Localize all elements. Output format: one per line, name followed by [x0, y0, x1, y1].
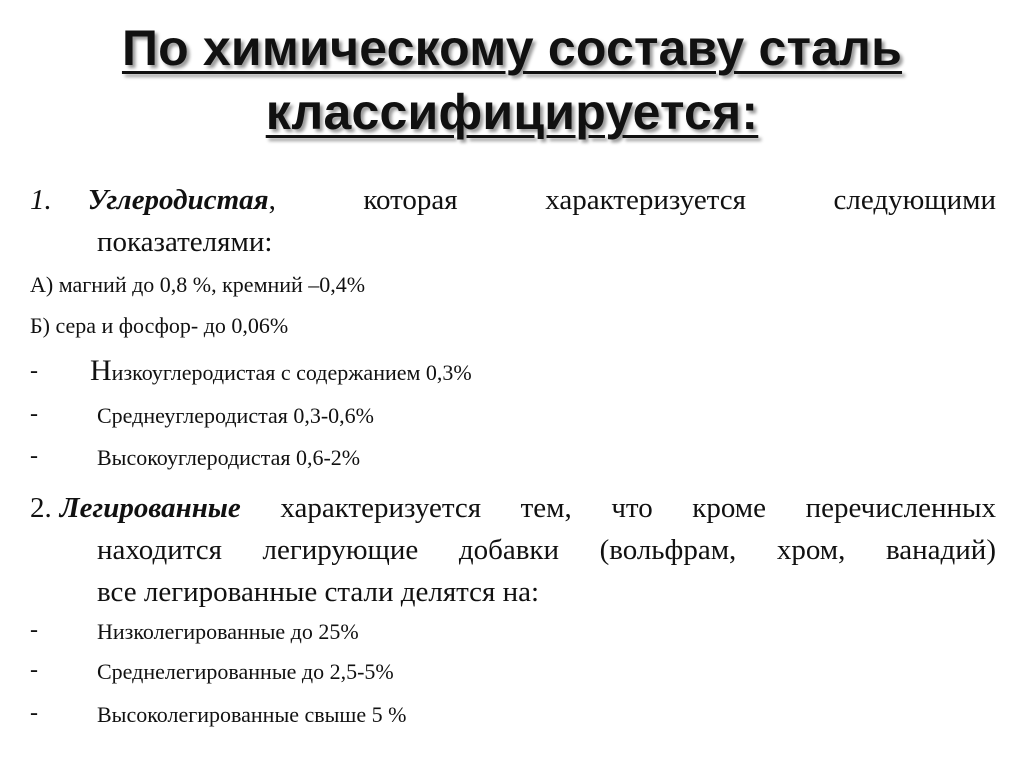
section-2-word: ванадий): [885, 534, 996, 566]
list-item-high-carbon: Высокоуглеродистая 0,6-2%: [97, 445, 361, 470]
section-2-word: находится: [97, 534, 222, 566]
list-item-medium-alloy: Среднелегированные до 2,5-5%: [97, 659, 394, 684]
list-dash: -: [30, 700, 38, 726]
list-dash: -: [30, 657, 38, 683]
list-item-medium-carbon: Среднеуглеродистая 0,3-0,6%: [97, 403, 374, 428]
list-dash: -: [30, 401, 38, 427]
section-2-word: перечисленных: [805, 492, 996, 524]
section-2-number: 2.: [30, 492, 52, 524]
slide-title-line-1: По химическому составу сталь: [121, 20, 903, 76]
low-carbon-initial: Н: [90, 354, 112, 387]
section-2-word: что: [611, 492, 653, 524]
section-2-word: хром,: [776, 534, 846, 566]
section-2-term: Легированные: [59, 492, 241, 524]
list-dash: -: [30, 443, 38, 469]
section-2-word: кроме: [692, 492, 767, 524]
slide-title: [0, 16, 1024, 144]
section-2-word: добавки: [458, 534, 560, 566]
section-1-comma: ,: [268, 184, 276, 216]
list-item-low-carbon: [90, 356, 472, 388]
section-2-word: тем,: [520, 492, 572, 524]
section-2-heading-line-3: все легированные стали делятся на:: [97, 576, 540, 608]
section-2-heading-line-2: [97, 530, 996, 570]
item-b: Б) сера и фосфор- до 0,06%: [30, 313, 289, 338]
list-item-low-alloy: Низколегированные до 25%: [97, 619, 359, 644]
section-1-heading-line: [30, 180, 996, 220]
section-1-lead: [30, 180, 276, 220]
section-1-word: следующими: [833, 184, 996, 216]
section-1-word: характеризуется: [545, 184, 746, 216]
section-1-term: Углеродистая: [87, 184, 269, 216]
low-carbon-text: изкоуглеродистая с содержанием 0,3%: [111, 360, 472, 385]
section-2-word: (вольфрам,: [599, 534, 737, 566]
section-2-lead: [30, 488, 241, 528]
list-item-high-alloy: Высоколегированные свыше 5 %: [97, 702, 407, 727]
slide-title-line-2: классифицируется:: [265, 84, 759, 140]
section-1-number: 1.: [30, 184, 52, 216]
section-1-word: которая: [363, 184, 458, 216]
section-1-heading-continuation: показателями:: [97, 226, 273, 258]
list-dash: -: [30, 358, 38, 384]
section-2-word: легирующие: [262, 534, 419, 566]
item-a: А) магний до 0,8 %, кремний –0,4%: [30, 272, 366, 297]
list-dash: -: [30, 617, 38, 643]
section-2-heading-line: [30, 488, 996, 528]
section-2-word: характеризуется: [280, 492, 482, 524]
